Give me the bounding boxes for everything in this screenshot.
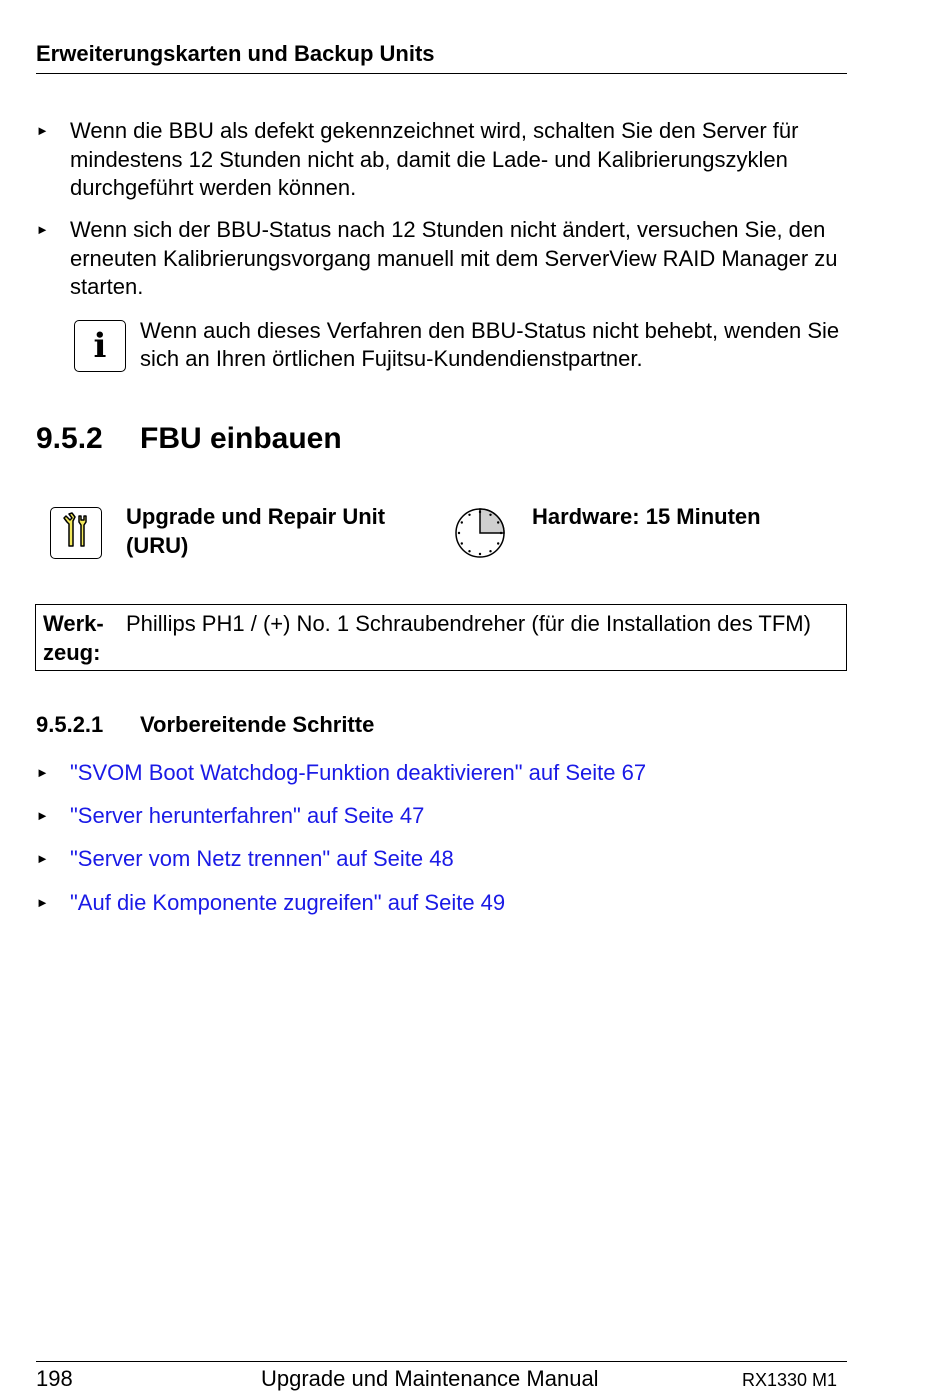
info-icon-glyph: i [93, 326, 107, 366]
clock-tick [489, 514, 491, 516]
clock-tick [479, 511, 481, 513]
unit-label-line1: Upgrade und Repair Unit [126, 504, 386, 529]
bullet-arrow-icon: ► [36, 765, 49, 780]
link-disconnect-power[interactable]: "Server vom Netz trennen" auf Seite 48 [70, 846, 454, 871]
bullet-text: Wenn die BBU als defekt gekennzeichnet wird, schalten Sie den Server für mindestens 12 Stunden nicht ab, damit die Lade- und Kalibrierungszyklen durchgeführt werden können. [70, 118, 799, 200]
clock-tick [458, 532, 460, 534]
bullet-arrow-icon: ► [36, 222, 49, 237]
page-header-title: Erweiterungskarten und Backup Units [36, 41, 435, 66]
footer-page-number: 198 [36, 1366, 73, 1391]
info-note-text: Wenn auch dieses Verfahren den BBU-Status nicht behebt, wenden Sie sich an Ihren örtlichen Fujitsu-Kundendienstpartner. [140, 318, 840, 371]
clock-tick [497, 542, 499, 544]
bullet-item [36, 216, 847, 302]
link-list-item [36, 845, 847, 874]
tool-table [35, 604, 847, 671]
unit-label-line2: (URU) [126, 533, 189, 558]
link-svom-watchdog[interactable]: "SVOM Boot Watchdog-Funktion deaktivieren" auf Seite 67 [70, 760, 647, 785]
tool-label-line2: zeug: [43, 639, 101, 665]
subsection-number: 9.5.2.1 [36, 712, 104, 737]
clock-tick [479, 553, 481, 555]
bullet-item [36, 117, 847, 203]
clock-tick [461, 542, 463, 544]
footer-model: RX1330 M1 [742, 1370, 838, 1390]
tool-label [43, 610, 104, 667]
link-list-item [36, 889, 847, 918]
clock-tick [497, 521, 499, 523]
tool-description: Phillips PH1 / (+) No. 1 Schraubendreher (für die Installation des TFM) [126, 611, 811, 636]
bullet-arrow-icon: ► [36, 851, 49, 866]
clock-tick [489, 550, 491, 552]
clock-tick [461, 521, 463, 523]
clock-tick [468, 514, 470, 516]
section-title: FBU einbauen [140, 422, 342, 455]
clock-icon [452, 505, 508, 561]
unit-label [126, 502, 426, 560]
footer-manual-title: Upgrade und Maintenance Manual [261, 1366, 599, 1391]
info-icon [74, 320, 126, 372]
hardware-time-label: Hardware: 15 Minuten [532, 504, 761, 529]
bullet-text: Wenn sich der BBU-Status nach 12 Stunden nicht ändert, versuchen Sie, den erneuten Kalibrierungsvorgang manuell mit dem ServerView RAID Manager zu starten. [70, 217, 838, 299]
subsection-title: Vorbereitende Schritte [140, 712, 375, 737]
section-number: 9.5.2 [36, 422, 103, 455]
footer-rule [36, 1361, 847, 1362]
clock-tick [468, 550, 470, 552]
link-server-shutdown[interactable]: "Server herunterfahren" auf Seite 47 [70, 803, 425, 828]
link-list-item [36, 802, 847, 831]
bullet-arrow-icon: ► [36, 808, 49, 823]
tool-label-line1: Werk- [43, 611, 104, 636]
header-rule [36, 73, 847, 74]
bullet-arrow-icon: ► [36, 895, 49, 910]
link-list-item [36, 759, 847, 788]
bullet-arrow-icon: ► [36, 123, 49, 138]
wrench-icon [50, 507, 102, 559]
clock-tick [500, 532, 502, 534]
link-access-component[interactable]: "Auf die Komponente zugreifen" auf Seite 49 [70, 890, 506, 915]
